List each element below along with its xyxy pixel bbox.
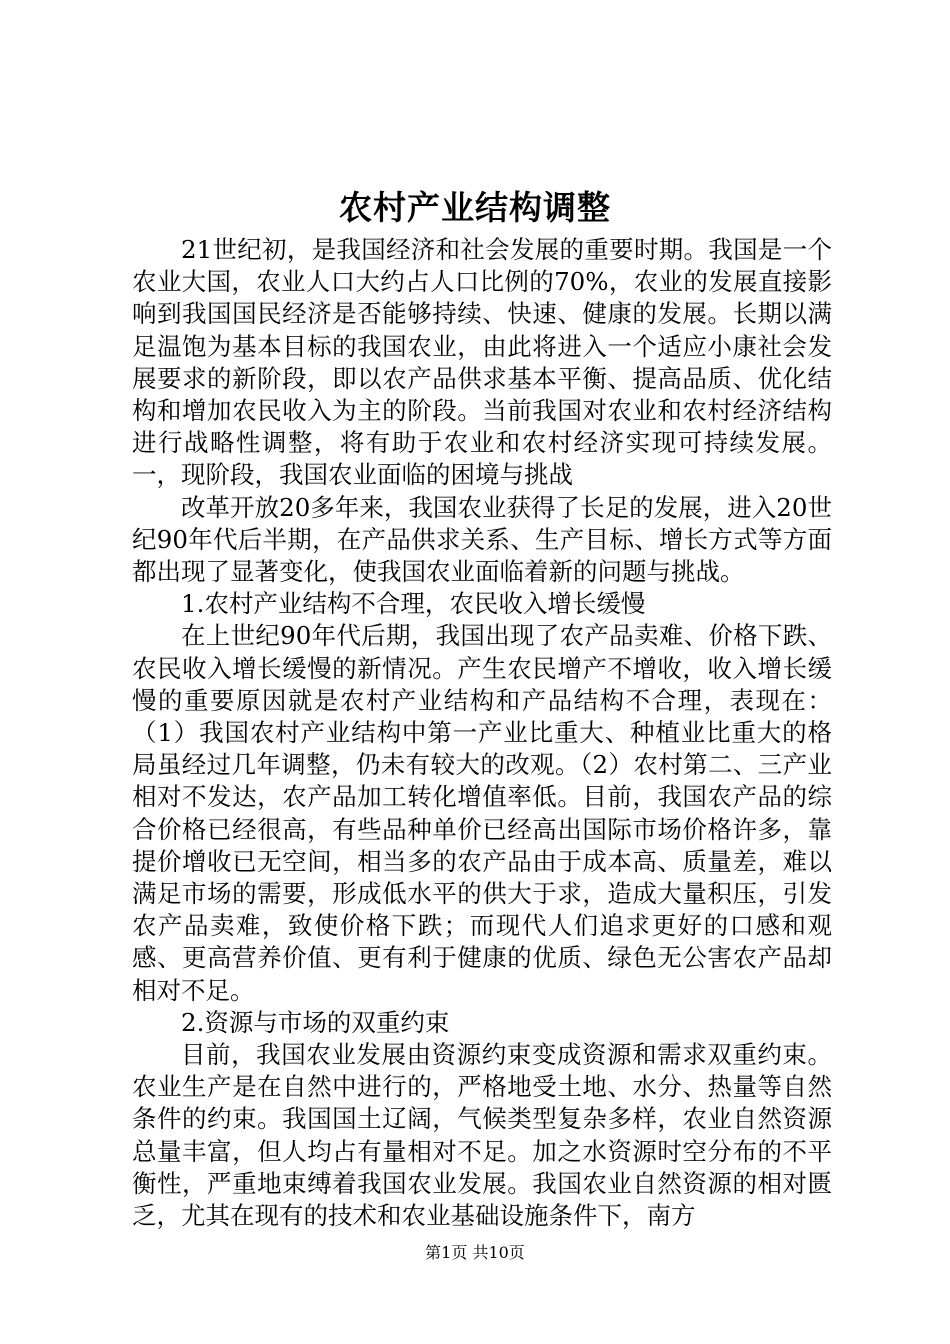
paragraph-reform: 改革开放20多年来，我国农业获得了长足的发展，进入20世纪90年代后半期，在产品供求关系、生产目标、增长方式等方面都出现了显著变化，使我国农业面临着新的问题与挑战。 <box>132 492 832 587</box>
document-body <box>132 234 832 1232</box>
paragraph-intro: 21世纪初，是我国经济和社会发展的重要时期。我国是一个农业大国，农业人口大约占人口比例的70%，农业的发展直接影响到我国国民经济是否能够持续、快速、健康的发展。长期以满足温饱为基本目标的我国农业，由此将进入一个适应小康社会发展要求的新阶段，即以农产品供求基本平衡、提高品质、优化结构和增加农民收入为主的阶段。当前我国对农业和农村经济结构进行战略性调整，将有助于农业和农村经济实现可持续发展。一，现阶段，我国农业面临的困境与挑战 <box>132 235 832 490</box>
section-heading-2: 2.资源与市场的双重约束 <box>181 1007 450 1037</box>
document-title: 农村产业结构调整 <box>339 188 611 227</box>
paragraph-resources: 目前，我国农业发展由资源约束变成资源和需求双重约束。农业生产是在自然中进行的，严格地受土地、水分、热量等自然条件的约束。我国国土辽阔，气候类型复杂多样，农业自然资源总量丰富，但人均占有量相对不足。加之水资源时空分布的不平衡性，严重地束缚着我国农业发展。我国农业自然资源的相对匮乏，尤其在现有的技术和农业基础设施条件下，南方 <box>132 1040 832 1231</box>
paragraph-structure: 在上世纪90年代后期，我国出现了农产品卖难、价格下跌、农民收入增长缓慢的新情况。产生农民增产不增收，收入增长缓慢的重要原因就是农村产业结构和产品结构不合理，表现在：（1）我国农村产业结构中第一产业比重大、种植业比重大的格局虽经过几年调整，仍未有较大的改观。（2）农村第二、三产业相对不发达，农产品加工转化增值率低。目前，我国农产品的综合价格已经很高，有些品种单价已经高出国际市场价格许多，靠提价增收已无空间，相当多的农产品由于成本高、质量差，难以满足市场的需要，形成低水平的供大于求，造成大量积压，引发农产品卖难，致使价格下跌；而现代人们追求更好的口感和观感、更高营养价值、更有利于健康的优质、绿色无公害农产品却相对不足。 <box>132 621 832 1005</box>
section-heading-1: 1.农村产业结构不合理，农民收入增长缓慢 <box>181 589 646 619</box>
page-number-footer: 第1页 共10页 <box>425 1243 525 1262</box>
